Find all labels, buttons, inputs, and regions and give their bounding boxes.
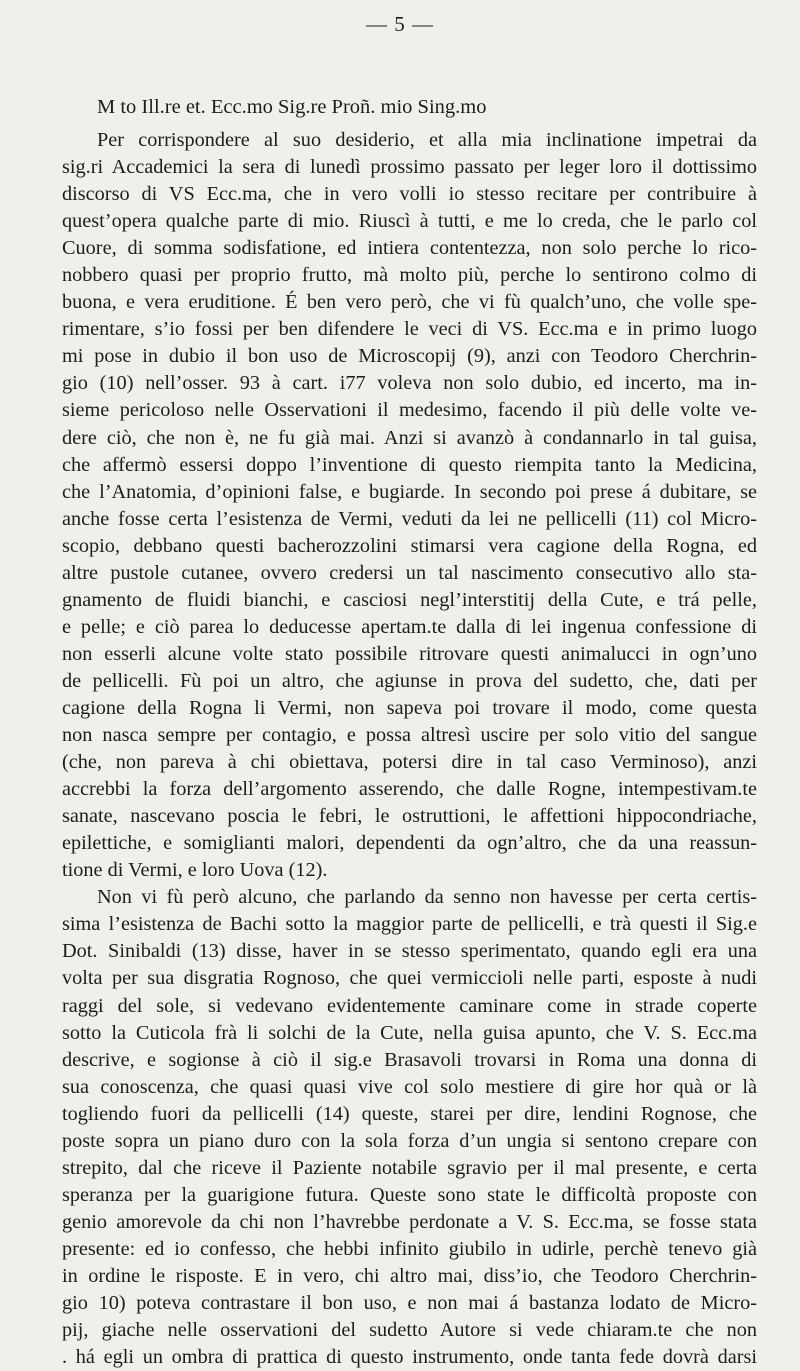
text-line: gnamento de fluidi bianchi, e casciosi negl’interstitij della Cute, e trá pelle,: [62, 588, 757, 611]
text-line: sua conoscenza, che quasi quasi vive col solo mestiere di gire hor quà or là: [62, 1075, 757, 1098]
text-line: gio 10) poteva contrastare il bon uso, e non mai á bastanza lodato de Micro-: [62, 1292, 757, 1315]
text-line: sieme pericoloso nelle Osservationi il medesimo, facendo il più delle volte ve-: [62, 399, 757, 422]
text-line: pij, giache nelle osservationi del sudetto Autore si vede chiaram.te che non: [62, 1319, 757, 1342]
text-line: presente: ed io confesso, che hebbi infinito giubilo in udirle, perchè tenevo già: [62, 1237, 757, 1260]
text-line: anche fosse certa l’esistenza de Vermi, veduti da lei ne pellicelli (11) col Micro-: [62, 507, 757, 530]
text-line: raggi del sole, si vedevano evidentemente caminare come in strade coperte: [62, 994, 757, 1017]
text-line: nobbero quasi per proprio frutto, mà molto più, perche lo sentirono colmo di: [62, 264, 757, 287]
text-line: Cuore, di somma sodisfatione, ed intiera contentezza, non solo perche lo rico-: [62, 237, 757, 260]
text-line: altre pustole cutanee, ovvero credersi un tal nascimento consecutivo allo sta-: [62, 561, 757, 584]
text-line: buona, e vera eruditione. É ben vero però, che vi fù qualch’uno, che volle spe-: [62, 291, 757, 314]
text-line: sanate, nascevano poscia le febri, le ostruttioni, le affettioni hippocondriache,: [62, 805, 757, 828]
text-line: Non vi fù però alcuno, che parlando da senno non havesse per certa certis-: [97, 886, 757, 909]
text-line: . há egli un ombra di prattica di questo instrumento, onde tanta fede dovrà darsi: [62, 1346, 757, 1369]
text-line: rimentare, s’io fossi per ben difendere le veci di VS. Ecc.ma e in primo luogo: [62, 318, 757, 341]
text-line: quest’opera qualche parte di mio. Riuscì à tutti, e me lo creda, che le parlo col: [62, 210, 757, 233]
text-line: gio (10) nell’osser. 93 à cart. i77 voleva non solo dubio, ed incerto, ma in-: [62, 372, 757, 395]
text-line: genio amorevole da chi non l’havrebbe perdonate a V. S. Ecc.ma, se fosse stata: [62, 1210, 757, 1233]
text-line: sima l’esistenza de Bachi sotto la maggior parte de pellicelli, e trà questi il Sig.e: [62, 913, 757, 936]
text-line: dere ciò, che non è, ne fu già mai. Anzi si avanzò à condannarlo in tal guisa,: [62, 426, 757, 449]
paragraph: [62, 127, 757, 884]
text-line: accrebbi la forza dell’argomento asserendo, che dalle Rogne, intempestivam.te: [62, 778, 757, 801]
letter-body: [62, 127, 757, 1371]
text-line: Dot. Sinibaldi (13) disse, haver in se stesso sperimentato, quando egli era una: [62, 940, 757, 963]
text-line: togliendo fuori da pellicelli (14) queste, starei per dire, lendini Rognose, che: [62, 1102, 757, 1125]
text-line: strepito, dal che riceve il Paziente notabile sgravio per il mal presente, e certa: [62, 1156, 757, 1179]
text-line: scopio, debbano questi bacherozzolini stimarsi vera cagione della Rogna, ed: [62, 534, 757, 557]
paragraph: [62, 884, 757, 1371]
text-line: descrive, e sogionse à ciò il sig.e Brasavoli trovarsi in Roma una donna di: [62, 1048, 757, 1071]
text-line: cagione della Rogna li Vermi, non sapeva poi trovare il modo, come questa: [62, 696, 757, 719]
page-number: — 5 —: [366, 12, 434, 36]
text-line: speranza per la guarigione futura. Queste sono state le difficoltà proposte con: [62, 1183, 757, 1206]
text-line: epilettiche, e somiglianti malori, dependenti da ogn’altro, che da una reassun-: [62, 832, 757, 855]
salutation: M to Ill.re et. Ecc.mo Sig.re Proñ. mio Sing.mo: [97, 96, 487, 118]
text-line: non nasca sempre per contagio, e possa altresì uscire per solo vitio del sangue: [62, 724, 757, 747]
text-line: sig.ri Accademici la sera di lunedì prossimo passato per leger loro il dottissimo: [62, 156, 757, 179]
text-line: in ordine le risposte. E in vero, chi altro mai, diss’io, che Teodoro Cherchrin-: [62, 1264, 757, 1287]
text-line: mi pose in dubio il bon uso de Microscopij (9), anzi con Teodoro Cherchrin-: [62, 345, 757, 368]
text-line: (che, non pareva à chi obiettava, potersi dire in tal caso Verminoso), anzi: [62, 751, 757, 774]
text-line: che affermò essersi doppo l’inventione di questo riempita tanto la Medicina,: [62, 453, 757, 476]
text-line: che l’Anatomia, d’opinioni false, e bugiarde. In secondo poi prese á dubitare, se: [62, 480, 757, 503]
text-line: discorso di VS Ecc.ma, che in vero volli io stesso recitare per contribuire à: [62, 183, 757, 206]
text-line: de pellicelli. Fù poi un altro, che agiunse in prova del sudetto, che, dati per: [62, 669, 757, 692]
text-line: volta per sua disgratia Rognoso, che quei vermiccioli nelle parti, esposte à nudi: [62, 967, 757, 990]
text-line: e pelle; e ciò parea lo deducesse apertam.te dalla di lei ingenua confessione di: [62, 615, 757, 638]
text-line: Per corrispondere al suo desiderio, et alla mia inclinatione impetrai da: [97, 129, 757, 151]
text-line: poste sopra un piano duro con la sola forza d’un ungia si sentono crepare con: [62, 1129, 757, 1152]
text-line: tione di Vermi, e loro Uova (12).: [62, 859, 328, 882]
text-line: sotto la Cuticola frà li solchi de la Cute, nella guisa apunto, che V. S. Ecc.ma: [62, 1021, 757, 1044]
text-line: non esserli alcune volte stato possibile ritrovare questi animalucci in ogn’uno: [62, 642, 757, 665]
